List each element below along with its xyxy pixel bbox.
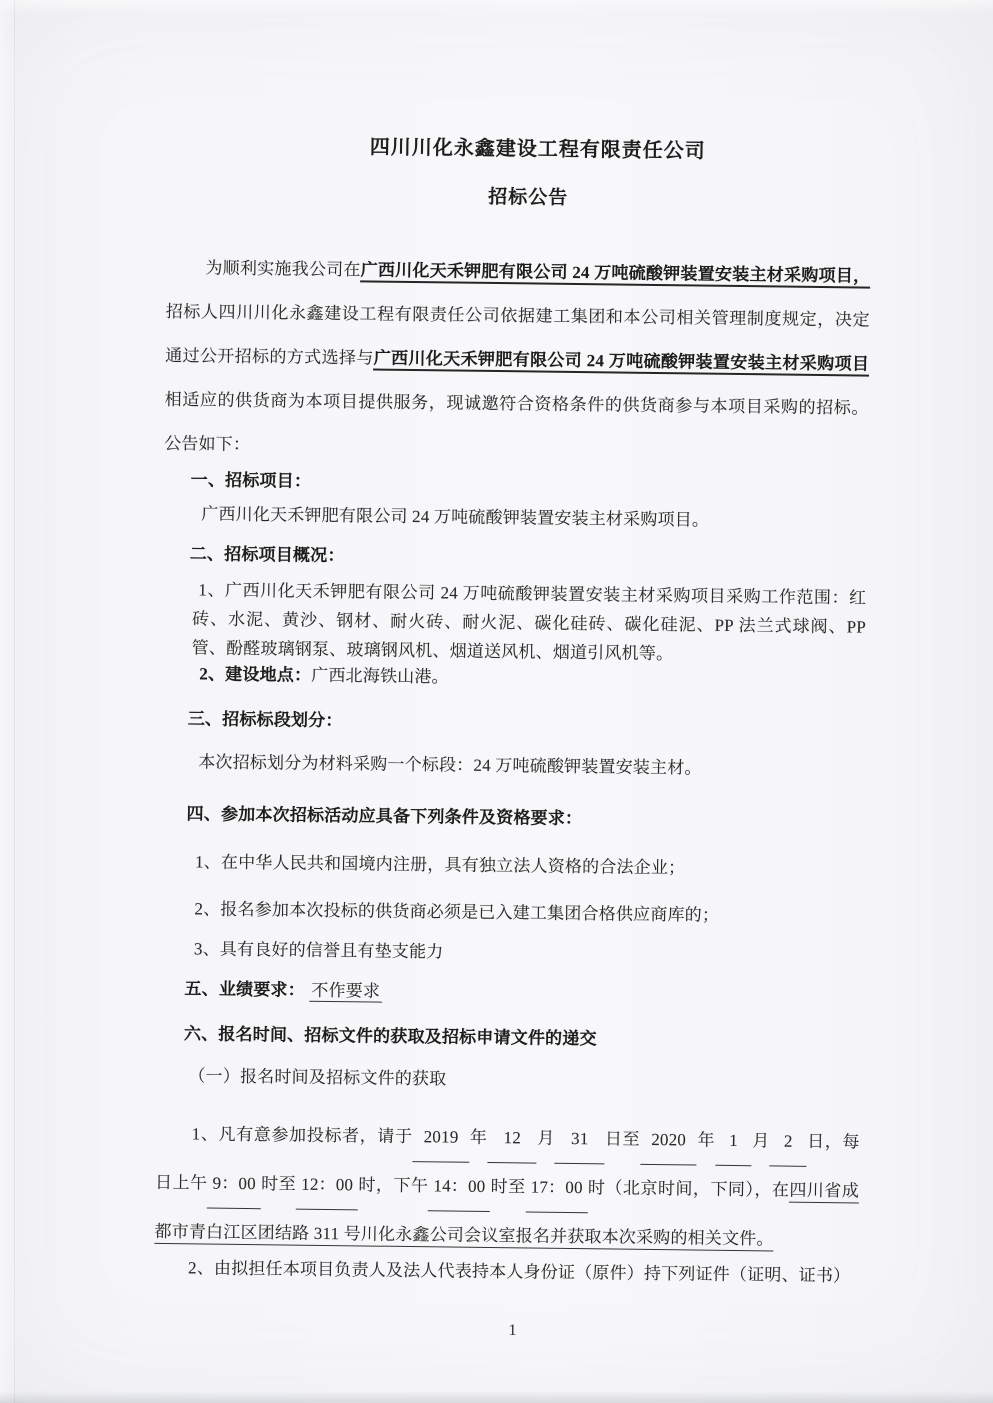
- reg-text-5: 年: [696, 1130, 716, 1150]
- blank-day-to: 2: [770, 1117, 807, 1166]
- section-3-heading: 三、招标标段划分：: [187, 709, 343, 731]
- project-name-underlined-2: 广西川化天禾钾肥有限公司 24 万吨硫酸钾装置安装主材采购项目: [374, 349, 870, 377]
- section-2-heading: 二、招标项目概况：: [189, 544, 345, 566]
- venue-underlined: 四川省成都市青白江区团结路 311 号川化永鑫公司会议室报名并获取本次采购的相关文件。: [154, 1181, 859, 1252]
- page-number: 1: [508, 1322, 517, 1339]
- section-4-item-2: 2、报名参加本次投标的供货商必须是已入建工集团合格供应商库的；: [194, 899, 720, 925]
- section-1-body: 广西川化天禾钾肥有限公司 24 万吨硫酸钾装置安装主材采购项目。: [201, 504, 710, 530]
- blank-year-to: 2020: [640, 1116, 697, 1166]
- blank-day-from: 31: [555, 1115, 605, 1165]
- document-content: [154, 128, 872, 1289]
- blank-am-end: 12：00: [296, 1161, 359, 1211]
- section-4-heading: 四、参加本次招标活动应具备下列条件及资格要求：: [186, 804, 583, 829]
- section-5-heading: 五、业绩要求：: [184, 979, 305, 1000]
- intro-lead: 为顺利实施我公司在: [205, 258, 361, 280]
- blank-am-start: 9：00: [207, 1160, 261, 1210]
- reg-text-4: 日至: [604, 1129, 641, 1149]
- reg-text-9: 时，下午: [358, 1175, 429, 1196]
- section-1-heading: 一、招标项目：: [190, 470, 312, 491]
- intro-middle: 招标人四川川化永鑫建设工程有限责任公司依据建工集团和本公司相关管理制度规定，决定通过公开招标的方式选择与: [165, 301, 870, 368]
- reg-text-8: 时至: [260, 1174, 297, 1194]
- blank-pm-end: 17：00: [525, 1163, 588, 1213]
- reg-text-2: 年: [469, 1127, 488, 1147]
- section-6-heading: 六、报名时间、招标文件的获取及招标申请文件的递交: [183, 1024, 597, 1049]
- reg-text-1: 1、凡有意参加投标者，请于: [191, 1124, 413, 1147]
- section-5-value-underlined: 不作要求: [309, 981, 382, 1003]
- reg-text-10: 时至: [490, 1177, 526, 1197]
- blank-month-to: 1: [715, 1117, 752, 1166]
- section-5-line: [157, 977, 861, 1010]
- blank-year-from: 2019: [412, 1113, 469, 1163]
- reg-text-3: 月: [536, 1128, 556, 1148]
- section-4-item-1: 1、在中华人民共和国境内注册，具有独立法人资格的合法企业；: [194, 852, 686, 878]
- reg-text-11: 时（北京时间，下同），在: [587, 1178, 790, 1200]
- intro-paragraph: [164, 246, 871, 475]
- document-title: 四川川化永鑫建设工程有限责任公司: [369, 136, 706, 163]
- section-4-item-3: 3、具有良好的信誉且有垫支能力: [193, 939, 444, 962]
- section-6-item-2: 2、由拟担任本项目负责人及法人代表持本人身份证（原件）持下列证件（证明、证书）: [187, 1258, 851, 1286]
- reg-text-6: 月: [751, 1131, 771, 1151]
- reg-text-7: 日，每日上午: [155, 1131, 860, 1193]
- section-6-sub-heading: （一）报名时间及招标文件的获取: [188, 1066, 447, 1089]
- section-2-item-2-value: 广西北海铁山港。: [311, 665, 449, 687]
- intro-tail: 相适应的供货商为本项目提供服务，现诚邀符合资格条件的供货商参与本项目采购的招标。公告如下：: [164, 389, 869, 455]
- document-subtitle: 招标公告: [488, 186, 569, 209]
- section-2-item-2-label: 2、建设地点：: [199, 664, 312, 685]
- registration-paragraph: [154, 1110, 860, 1265]
- project-name-underlined-1: 广西川化天禾钾肥有限公司 24 万吨硫酸钾装置安装主材采购项目，: [361, 260, 871, 288]
- blank-month-from: 12: [487, 1114, 537, 1164]
- section-3-body: 本次招标划分为材料采购一个标段：24 万吨硫酸钾装置安装主材。: [198, 752, 702, 778]
- blank-pm-start: 14：00: [428, 1162, 491, 1212]
- section-2-item-1: 1、广西川化天禾钾肥有限公司 24 万吨硫酸钾装置安装主材采购项目采购工作范围：红砖、水泥、黄沙、钢材、耐火砖、耐火泥、碳化硅砖、碳化硅泥、PP 法兰式球阀、PP 管、酚醛玻璃钢泵、玻璃钢风机、烟道送风机、烟道引风机等。: [191, 580, 867, 664]
